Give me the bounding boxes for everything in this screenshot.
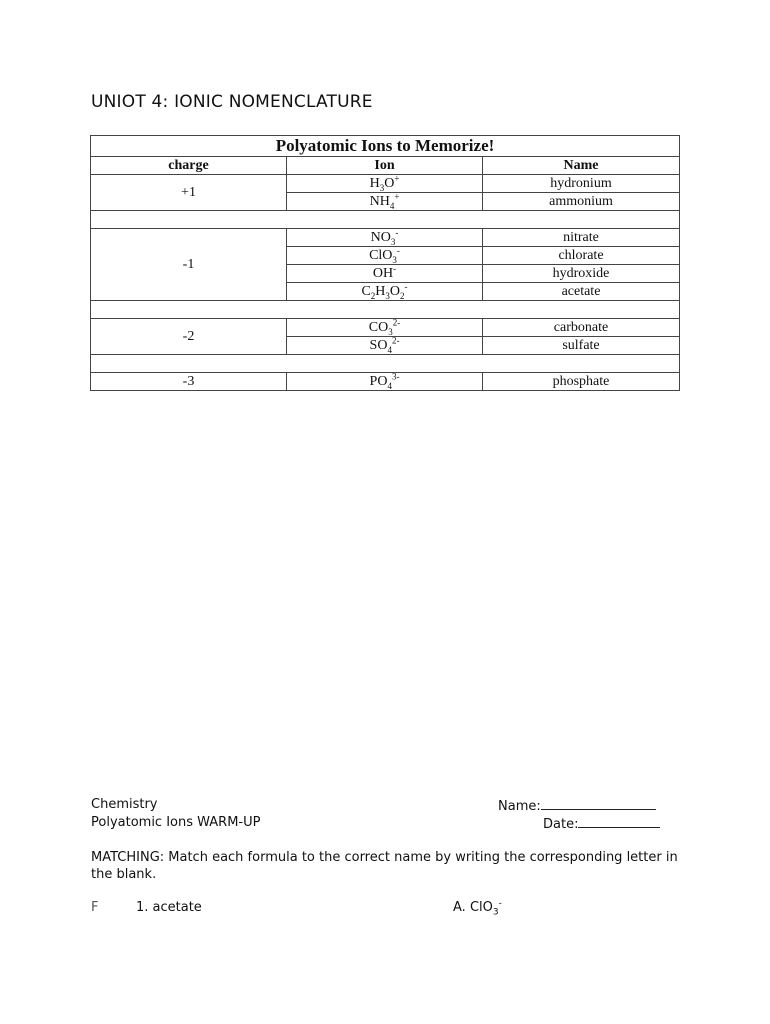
formula-subscript: 3: [390, 236, 396, 247]
option-letter: A.: [453, 900, 470, 915]
ion-name-cell: ammonium: [483, 193, 680, 211]
ion-name-cell: acetate: [483, 283, 680, 301]
spacer-cell: [91, 355, 680, 373]
subject-label: Chemistry: [91, 797, 158, 812]
formula-charge: 2-: [391, 334, 400, 345]
column-header-charge: charge: [91, 157, 287, 175]
charge-cell: +1: [91, 175, 287, 211]
formula-subscript: 3: [385, 290, 390, 301]
ion-formula-cell: [287, 172, 483, 193]
formula-subscript: 2: [400, 290, 405, 301]
date-blank[interactable]: [578, 815, 660, 828]
table-row: [91, 229, 680, 247]
ion-formula-cell: [287, 334, 483, 355]
question-item: 1. acetate: [136, 900, 202, 915]
spacer-row: [91, 301, 680, 319]
column-header-ion: Ion: [287, 157, 483, 175]
formula-element: ClO: [369, 247, 393, 263]
formula-subscript: 2: [370, 290, 376, 301]
formula-subscript: 3: [388, 326, 393, 337]
formula-element: PO: [369, 373, 388, 389]
charge-cell: -2: [91, 319, 287, 355]
formula-charge: -: [396, 244, 400, 255]
date-field[interactable]: [543, 815, 660, 832]
formula-element: H: [369, 175, 380, 191]
formula-subscript: 3: [392, 254, 397, 265]
formula-element: O: [384, 175, 395, 191]
ion-formula-cell: [287, 280, 483, 301]
formula-element: SO: [369, 337, 388, 353]
column-header-name: Name: [483, 157, 680, 175]
answer-blank[interactable]: F: [91, 900, 99, 915]
ion-name-cell: hydroxide: [483, 265, 680, 283]
page-title: UNIOT 4: IONIC NOMENCLATURE: [91, 92, 373, 112]
spacer-row: [91, 355, 680, 373]
formula-charge: +: [394, 190, 400, 201]
ion-name-cell: sulfate: [483, 337, 680, 355]
formula-element: C: [361, 283, 371, 299]
ion-name-cell: chlorate: [483, 247, 680, 265]
date-label: Date:: [543, 817, 579, 832]
worksheet-subtitle: Polyatomic Ions WARM-UP: [91, 815, 261, 830]
name-blank[interactable]: [541, 797, 656, 810]
formula-charge: -: [395, 226, 399, 237]
formula-charge: -: [393, 262, 397, 273]
charge-cell: -3: [91, 373, 287, 391]
ion-formula-cell: [287, 370, 483, 391]
option-item: [453, 898, 502, 918]
ion-name-cell: carbonate: [483, 319, 680, 337]
ion-name-cell: phosphate: [483, 373, 680, 391]
ion-name-cell: hydronium: [483, 175, 680, 193]
name-field[interactable]: [498, 797, 656, 814]
spacer-row: [91, 211, 680, 229]
formula-element: H: [375, 283, 386, 299]
ion-formula-cell: [287, 226, 483, 247]
formula-element: NH: [369, 193, 390, 209]
table-row: [91, 175, 680, 193]
instructions: MATCHING: Match each formula to the correct name by writing the corresponding letter in the blank.: [91, 850, 678, 882]
ion-name-cell: nitrate: [483, 229, 680, 247]
ion-formula-cell: [287, 244, 483, 265]
formula-subscript: 4: [389, 200, 395, 211]
table-row: [91, 319, 680, 337]
ion-formula-cell: [287, 262, 483, 283]
formula-subscript: 3: [379, 182, 385, 193]
name-label: Name:: [498, 799, 541, 814]
formula-charge: 3-: [391, 370, 400, 381]
formula-charge: 2-: [392, 316, 401, 327]
table-row: [91, 373, 680, 391]
formula-charge: +: [394, 172, 400, 183]
formula-element: NO: [370, 229, 391, 245]
formula-element: OH: [372, 265, 394, 281]
spacer-cell: [91, 211, 680, 229]
ion-formula-cell: [287, 316, 483, 337]
formula-element: CO: [368, 319, 389, 335]
charge-cell: -1: [91, 229, 287, 301]
formula-element: O: [389, 283, 401, 299]
formula-subscript: 4: [387, 344, 392, 355]
option-subscript: 3: [492, 907, 499, 918]
ion-formula-cell: [287, 190, 483, 211]
option-formula: ClO: [469, 900, 493, 915]
option-superscript: -: [498, 898, 502, 909]
table-title: Polyatomic Ions to Memorize!: [91, 136, 680, 157]
formula-charge: -: [404, 280, 408, 291]
formula-subscript: 4: [387, 380, 392, 391]
spacer-cell: [91, 301, 680, 319]
polyatomic-ions-table: [90, 135, 680, 391]
